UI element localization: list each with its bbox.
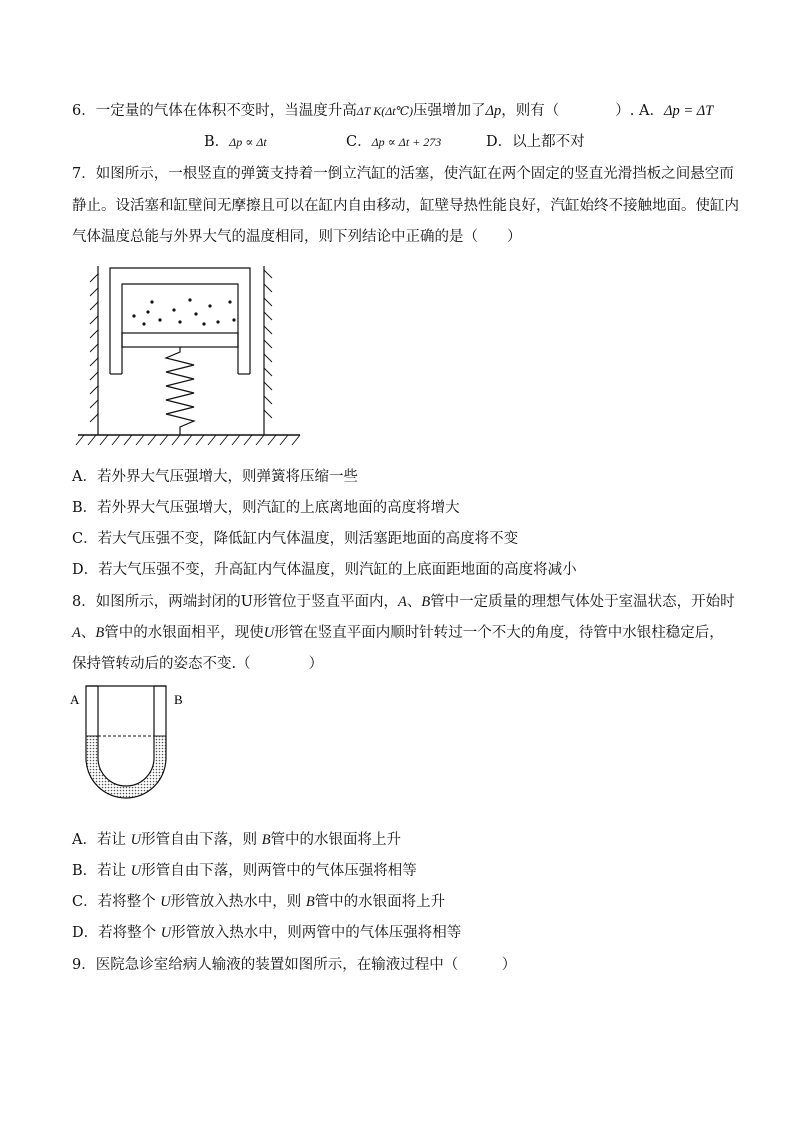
q8-option-d: D．若将整个 U形管放入热水中，则两管中的气体压强将相等 — [72, 925, 462, 941]
q7-option-b: B．若外界大气压强增大，则汽缸的上底离地面的高度将增大 — [72, 500, 460, 516]
q8-stem-line-2: A、B管中的水银面相平，现使U形管在竖直平面内顺时针转过一个不大的角度，待管中水银柱稳定后， — [72, 625, 724, 641]
q8-label-b: B — [174, 692, 183, 707]
q8-label-a: A — [70, 692, 80, 707]
q6-dp-math: Δp — [485, 103, 502, 119]
q6-stem: 6．一定量的气体在体积不变时，当温度升高ΔT K(Δt℃)压强增加了Δp，则有（ ）. A．Δp = ΔT — [72, 103, 714, 119]
q6-temp-math: ΔT K(Δt℃) — [356, 104, 414, 118]
q9-stem-line-1: 9．医院急诊室给病人输液的装置如图所示，在输液过程中（ ） — [72, 957, 517, 973]
q7-stem-line-1: 7．如图所示，一根竖直的弹簧支持着一倒立汽缸的活塞，使汽缸在两个固定的竖直光滑挡板之间悬空而 — [72, 166, 734, 182]
q7-option-c: C．若大气压强不变，降低缸内气体温度，则活塞距地面的高度将不变 — [72, 531, 519, 547]
q6-option-c: C．Δp ∝ Δt + 273 — [346, 134, 442, 150]
q7-option-a: A．若外界大气压强增大，则弹簧将压缩一些 — [72, 469, 358, 485]
q8-stem-line-1: 8．如图所示，两端封闭的U形管位于竖直平面内，A、B管中一定质量的理想气体处于室温状态，开始时 — [72, 594, 735, 610]
q6-option-d: D．以上都不对 — [486, 134, 585, 150]
q6-option-b: B．Δp ∝ Δt — [204, 134, 267, 150]
q7-stem-line-3: 气体温度总能与外界大气的温度相同，则下列结论中正确的是（ ） — [72, 229, 522, 245]
q6-option-a-math: Δp = ΔT — [664, 103, 714, 119]
q7-option-d: D．若大气压强不变，升高缸内气体温度，则汽缸的上底面距地面的高度将减小 — [72, 562, 577, 578]
q7-cylinder-diagram — [74, 262, 304, 452]
q7-stem-line-2: 静止。设活塞和缸壁间无摩擦且可以在缸内自由移动，缸壁导热性能良好，汽缸始终不接触地面。使缸内 — [72, 198, 739, 214]
q8-u-tube-diagram — [68, 684, 188, 814]
q8-stem-line-3: 保持管转动后的姿态不变.（ ） — [72, 656, 324, 672]
q8-option-c: C．若将整个 U形管放入热水中，则 B管中的水银面将上升 — [72, 894, 446, 910]
q8-option-b: B．若让 U形管自由下落，则两管中的气体压强将相等 — [72, 863, 417, 879]
q8-option-a: A．若让 U形管自由下落，则 B管中的水银面将上升 — [72, 832, 402, 848]
